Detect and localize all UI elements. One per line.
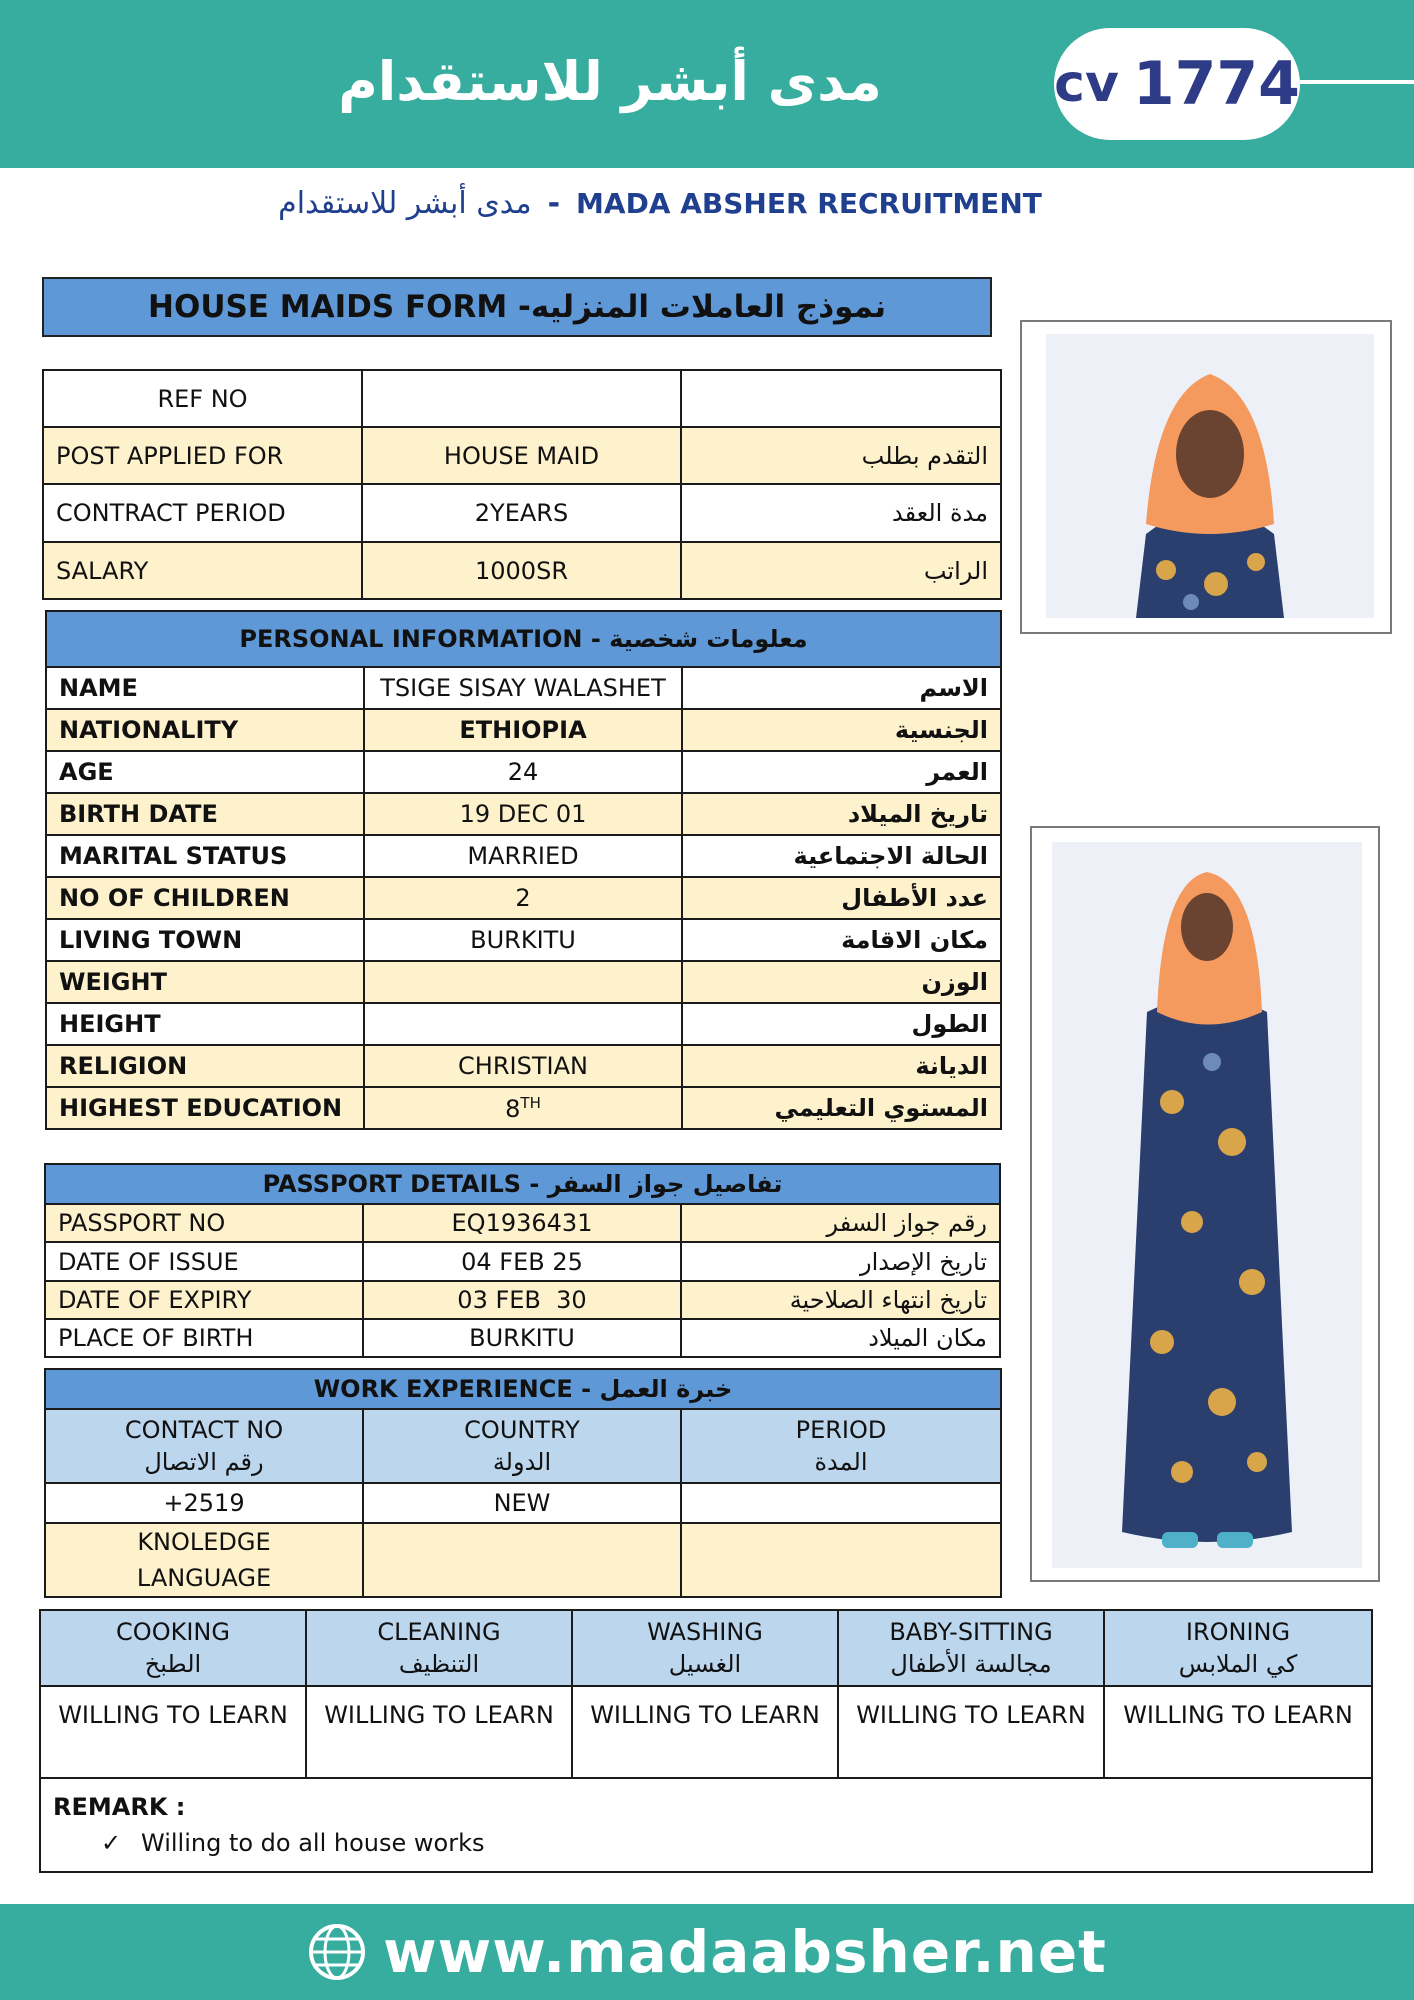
birth-place-ar: مكان الميلاد: [681, 1319, 1000, 1357]
skill-cooking-value: WILLING TO LEARN: [40, 1686, 306, 1778]
table-row: [46, 1003, 1001, 1045]
post-applied-value: HOUSE MAID: [362, 427, 681, 484]
table-row: [46, 835, 1001, 877]
religion-ar: الديانة: [682, 1045, 1001, 1087]
period-value: [681, 1483, 1001, 1523]
skill-ironing-value: WILLING TO LEARN: [1104, 1686, 1372, 1778]
table-row: [46, 751, 1001, 793]
footer-banner: [0, 1904, 1414, 2000]
birth-place-label: PLACE OF BIRTH: [45, 1319, 363, 1357]
living-town-ar: مكان الاقامة: [682, 919, 1001, 961]
table-row: [45, 1281, 1000, 1319]
skill-cleaning-en: CLEANING: [377, 1618, 501, 1646]
skill-washing-header: [572, 1610, 838, 1686]
post-applied-label: POST APPLIED FOR: [43, 427, 362, 484]
top-info-table: [42, 369, 1002, 600]
section-header-row: [46, 611, 1001, 667]
remark-title: REMARK :: [53, 1793, 186, 1821]
skill-babysitting-header: [838, 1610, 1104, 1686]
nationality-value: ETHIOPIA: [364, 709, 682, 751]
skill-cooking-en: COOKING: [116, 1618, 230, 1646]
contract-period-ar: مدة العقد: [681, 484, 1001, 542]
skill-cooking-header: [40, 1610, 306, 1686]
personal-info-header: PERSONAL INFORMATION - معلومات شخصية: [46, 611, 1001, 667]
table-row: [45, 1204, 1000, 1242]
skill-cleaning-ar: التنظيف: [398, 1650, 480, 1678]
table-row: [45, 1319, 1000, 1357]
header-banner: [0, 0, 1414, 168]
nationality-label: NATIONALITY: [46, 709, 364, 751]
passport-header: PASSPORT DETAILS - تفاصيل جواز السفر: [45, 1164, 1000, 1204]
remark-row: [40, 1778, 1372, 1872]
table-row: [46, 709, 1001, 751]
table-row: [46, 877, 1001, 919]
marital-status-value: MARRIED: [364, 835, 682, 877]
weight-ar: الوزن: [682, 961, 1001, 1003]
knowledge-language-extra: [681, 1523, 1001, 1597]
skills-table: [39, 1609, 1373, 1873]
remark-item: [53, 1829, 1359, 1857]
work-experience-header: WORK EXPERIENCE - خبرة العمل: [45, 1369, 1001, 1409]
skill-washing-ar: الغسيل: [668, 1650, 742, 1678]
ref-no-ar: [681, 370, 1001, 427]
skill-ironing-en: IRONING: [1185, 1618, 1291, 1646]
education-ar: المستوي التعليمي: [682, 1087, 1001, 1129]
cv-label: cv: [1054, 54, 1119, 114]
education-label: HIGHEST EDUCATION: [46, 1087, 364, 1129]
birth-date-label: BIRTH DATE: [46, 793, 364, 835]
cv-number: 1774: [1132, 49, 1300, 119]
table-row: [45, 1483, 1001, 1523]
passport-no-label: PASSPORT NO: [45, 1204, 363, 1242]
portrait-photo-image: [1046, 334, 1374, 618]
table-row: [46, 919, 1001, 961]
person-portrait-icon: [1046, 334, 1374, 618]
portrait-photo: [1020, 320, 1392, 634]
contact-no-column-ar: رقم الاتصال: [144, 1448, 264, 1476]
expiry-date-value: 03 FEB 30: [363, 1281, 681, 1319]
knowledge-language-label: KNOLEDGE LANGUAGE: [45, 1523, 363, 1597]
contract-period-value: 2YEARS: [362, 484, 681, 542]
section-header-row: [45, 1369, 1001, 1409]
skill-washing-en: WASHING: [647, 1618, 763, 1646]
period-column-ar: المدة: [814, 1448, 868, 1476]
skill-washing-value: WILLING TO LEARN: [572, 1686, 838, 1778]
expiry-date-label: DATE OF EXPIRY: [45, 1281, 363, 1319]
skills-header-row: [40, 1610, 1372, 1686]
person-full-length-icon: [1052, 842, 1362, 1568]
table-row: [43, 542, 1001, 599]
salary-value: 1000SR: [362, 542, 681, 599]
agency-subtitle-en: MADA ABSHER RECRUITMENT: [576, 186, 1042, 220]
skill-cooking-ar: الطبخ: [144, 1650, 202, 1678]
nationality-ar: الجنسية: [682, 709, 1001, 751]
salary-label: SALARY: [43, 542, 362, 599]
issue-date-label: DATE OF ISSUE: [45, 1242, 363, 1281]
country-column-ar: الدولة: [492, 1448, 552, 1476]
name-label: NAME: [46, 667, 364, 709]
skill-babysitting-en: BABY-SITTING: [889, 1618, 1053, 1646]
skill-babysitting-ar: مجالسة الأطفال: [890, 1650, 1052, 1678]
issue-date-ar: تاريخ الإصدار: [681, 1242, 1000, 1281]
religion-label: RELIGION: [46, 1045, 364, 1087]
skill-ironing-ar: كي الملابس: [1178, 1650, 1298, 1678]
skill-cleaning-header: [306, 1610, 572, 1686]
full-length-photo: [1030, 826, 1380, 1582]
weight-value: [364, 961, 682, 1003]
country-column: [363, 1409, 681, 1483]
birth-date-ar: تاريخ الميلاد: [682, 793, 1001, 835]
age-value: 24: [364, 751, 682, 793]
table-row: [46, 667, 1001, 709]
weight-label: WEIGHT: [46, 961, 364, 1003]
table-row: [43, 370, 1001, 427]
agency-subtitle-ar: مدى أبشر للاستقدام: [278, 185, 532, 221]
marital-status-ar: الحالة الاجتماعية: [682, 835, 1001, 877]
remark-text: Willing to do all house works: [141, 1829, 485, 1857]
contact-no-column-en: CONTACT NO: [124, 1416, 284, 1444]
passport-table: [44, 1163, 1001, 1358]
personal-info-table: [45, 610, 1002, 1130]
country-value: NEW: [363, 1483, 681, 1523]
work-columns-row: [45, 1409, 1001, 1483]
table-row: [46, 1087, 1001, 1129]
table-row: [46, 793, 1001, 835]
remark-cell: [40, 1778, 1372, 1872]
age-ar: العمر: [682, 751, 1001, 793]
children-label: NO OF CHILDREN: [46, 877, 364, 919]
height-value: [364, 1003, 682, 1045]
height-ar: الطول: [682, 1003, 1001, 1045]
height-label: HEIGHT: [46, 1003, 364, 1045]
passport-no-ar: رقم جواز السفر: [681, 1204, 1000, 1242]
website-link[interactable]: www.madaabsher.net: [383, 1918, 1107, 1986]
contract-period-label: CONTRACT PERIOD: [43, 484, 362, 542]
name-value: TSIGE SISAY WALASHET: [364, 667, 682, 709]
religion-value: CHRISTIAN: [364, 1045, 682, 1087]
skill-cleaning-value: WILLING TO LEARN: [306, 1686, 572, 1778]
ref-no-value: [362, 370, 681, 427]
table-row: [45, 1523, 1001, 1597]
ref-no-label: REF NO: [43, 370, 362, 427]
table-row: [43, 484, 1001, 542]
agency-title: مدى أبشر للاستقدام: [338, 50, 882, 113]
checkmark-icon: ✓: [101, 1829, 122, 1857]
form-title: HOUSE MAIDS FORM -نموذج العاملات المنزليه: [42, 277, 992, 337]
agency-subtitle-dash: -: [547, 185, 561, 221]
full-length-photo-image: [1052, 842, 1362, 1568]
education-value-sup: TH: [520, 1093, 541, 1112]
work-experience-table: [44, 1368, 1002, 1598]
table-row: [46, 961, 1001, 1003]
post-applied-ar: التقدم بطلب: [681, 427, 1001, 484]
living-town-label: LIVING TOWN: [46, 919, 364, 961]
section-header-row: [45, 1164, 1000, 1204]
education-value: [364, 1087, 682, 1129]
table-row: [46, 1045, 1001, 1087]
age-label: AGE: [46, 751, 364, 793]
children-value: 2: [364, 877, 682, 919]
contact-no-value: +2519: [45, 1483, 363, 1523]
banner-divider-line: [1300, 80, 1414, 84]
skill-babysitting-value: WILLING TO LEARN: [838, 1686, 1104, 1778]
cv-badge: [1054, 28, 1300, 140]
globe-icon: [307, 1922, 367, 1982]
birth-date-value: 19 DEC 01: [364, 793, 682, 835]
marital-status-label: MARITAL STATUS: [46, 835, 364, 877]
agency-subtitle: [240, 178, 1080, 228]
contact-no-column: [45, 1409, 363, 1483]
country-column-en: COUNTRY: [464, 1416, 580, 1444]
passport-no-value: EQ1936431: [363, 1204, 681, 1242]
knowledge-language-value: [363, 1523, 681, 1597]
birth-place-value: BURKITU: [363, 1319, 681, 1357]
children-ar: عدد الأطفال: [682, 877, 1001, 919]
period-column-en: PERIOD: [795, 1416, 887, 1444]
skill-ironing-header: [1104, 1610, 1372, 1686]
table-row: [45, 1242, 1000, 1281]
period-column: [681, 1409, 1001, 1483]
name-ar: الاسم: [682, 667, 1001, 709]
table-row: [43, 427, 1001, 484]
expiry-date-ar: تاريخ انتهاء الصلاحية: [681, 1281, 1000, 1319]
skills-values-row: [40, 1686, 1372, 1778]
living-town-value: BURKITU: [364, 919, 682, 961]
education-value-text: 8: [505, 1094, 521, 1123]
salary-ar: الراتب: [681, 542, 1001, 599]
issue-date-value: 04 FEB 25: [363, 1242, 681, 1281]
